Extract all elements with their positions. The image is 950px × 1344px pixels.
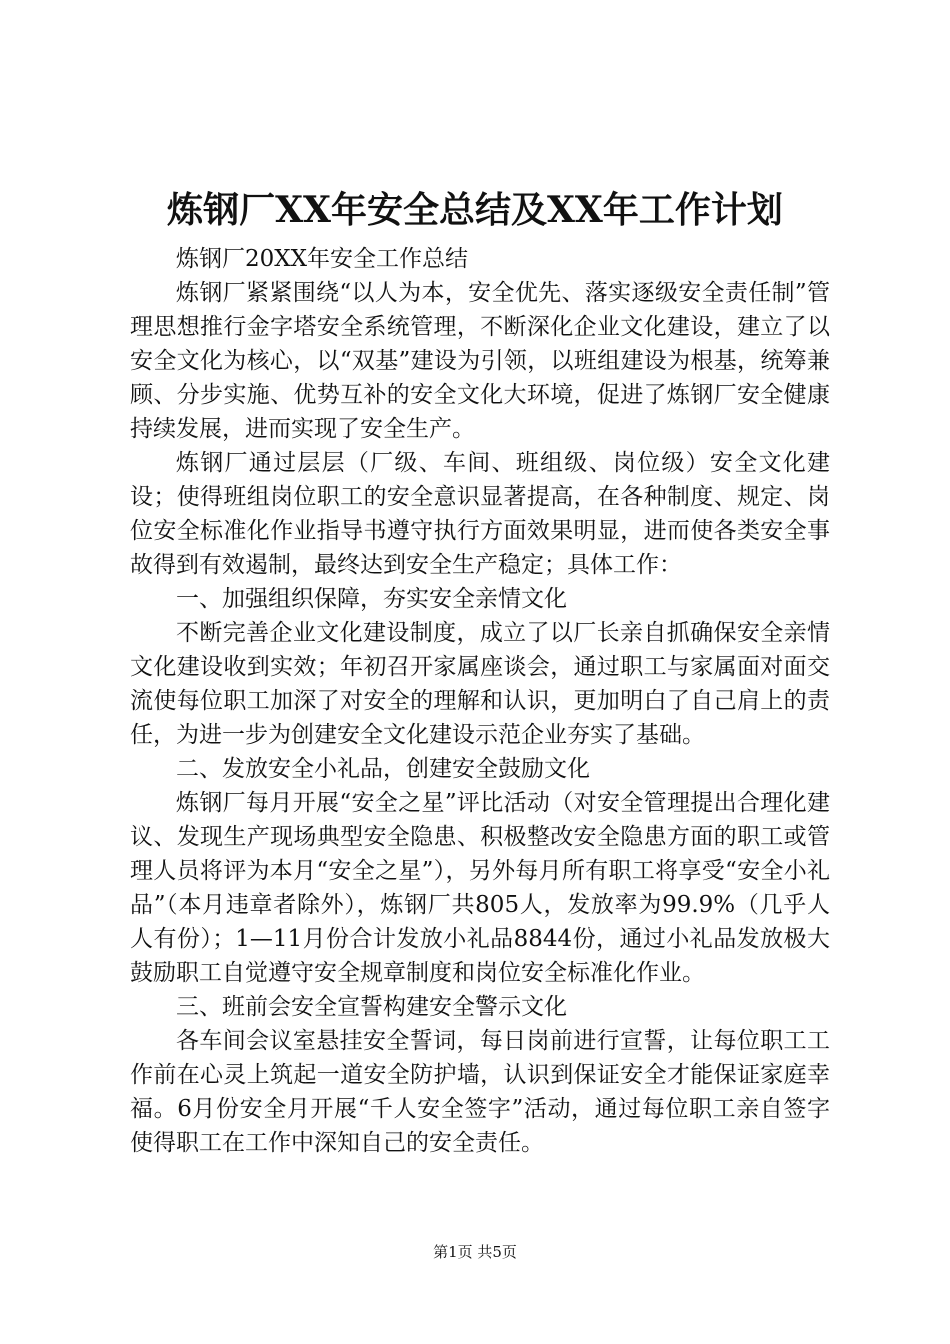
- section-heading: 一、加强组织保障，夯实安全亲情文化: [176, 586, 567, 612]
- document-body: [130, 242, 830, 1160]
- body-paragraph: 各车间会议室悬挂安全誓词，每日岗前进行宣誓，让每位职工工作前在心灵上筑起一道安全防护墙，认识到保证安全才能保证家庭幸福。6月份安全月开展“千人安全签字”活动，通过每位职工亲自签字使得职工在工作中深知自己的安全责任。: [130, 1028, 830, 1156]
- body-paragraph: 不断完善企业文化建设制度，成立了以厂长亲自抓确保安全亲情文化建设收到实效；年初召开家属座谈会，通过职工与家属面对面交流使每位职工加深了对安全的理解和认识，更加明白了自己肩上的责任，为进一步为创建安全文化建设示范企业夯实了基础。: [130, 620, 830, 748]
- page-number-footer: 第1页 共5页: [433, 1243, 517, 1261]
- body-paragraph: 炼钢厂紧紧围绕“以人为本，安全优先、落实逐级安全责任制”管理思想推行金字塔安全系统管理，不断深化企业文化建设，建立了以安全文化为核心，以“双基”建设为引领，以班组建设为根基，统筹兼顾、分步实施、优势互补的安全文化大环境，促进了炼钢厂安全健康持续发展，进而实现了安全生产。: [130, 280, 830, 442]
- section-heading: 二、发放安全小礼品，创建安全鼓励文化: [176, 756, 590, 782]
- body-paragraph: 炼钢厂每月开展“安全之星”评比活动（对安全管理提出合理化建议、发现生产现场典型安全隐患、积极整改安全隐患方面的职工或管理人员将评为本月“安全之星”），另外每月所有职工将享受“安全小礼品”（本月违章者除外），炼钢厂共805人，发放率为99.9%（几乎人人有份）；1—11月份合计发放小礼品8844份，通过小礼品发放极大鼓励职工自觉遵守安全规章制度和岗位安全标准化作业。: [130, 790, 830, 986]
- section-heading: 三、班前会安全宣誓构建安全警示文化: [176, 994, 567, 1020]
- document-title: 炼钢厂XX年安全总结及XX年工作计划: [167, 189, 783, 231]
- section-heading: 炼钢厂20XX年安全工作总结: [176, 246, 469, 272]
- body-paragraph: 炼钢厂通过层层（厂级、车间、班组级、岗位级）安全文化建设；使得班组岗位职工的安全意识显著提高，在各种制度、规定、岗位安全标准化作业指导书遵守执行方面效果明显，进而使各类安全事故得到有效遏制，最终达到安全生产稳定；具体工作：: [130, 450, 830, 578]
